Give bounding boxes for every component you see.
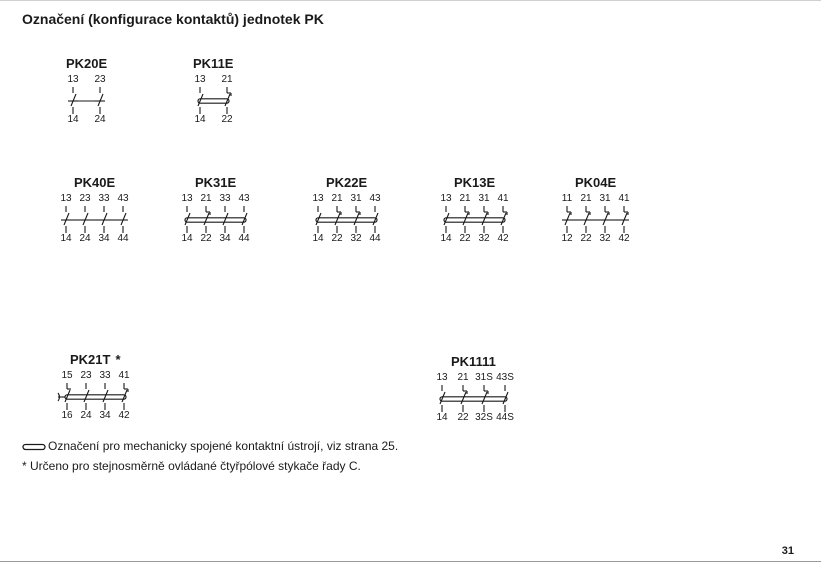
bottom-rule <box>0 561 821 562</box>
no-contact-symbol <box>68 87 78 114</box>
terminal-top: 33 <box>98 193 110 204</box>
terminal-top: 13 <box>194 74 206 85</box>
unit-name <box>74 175 115 190</box>
nc-contact-symbol <box>562 206 572 233</box>
terminal-top: 43S <box>496 372 514 383</box>
terminal-bottom: 22 <box>200 233 212 244</box>
unit-name-text: PK13E <box>454 175 496 190</box>
terminal-bottom: 22 <box>580 233 592 244</box>
terminal-bottom: 14 <box>67 114 79 125</box>
no-contact-symbol <box>61 206 71 233</box>
terminal-bottom: 22 <box>331 233 343 244</box>
terminal-bottom: 44 <box>238 233 250 244</box>
contact-symbols <box>431 385 516 413</box>
terminal-bottom: 44S <box>496 412 514 423</box>
terminal-bottom: 24 <box>79 233 91 244</box>
terminal-bottom: 22 <box>457 412 469 423</box>
terminal-top: 41 <box>618 193 630 204</box>
terminal-top: 43 <box>369 193 381 204</box>
contact-symbols <box>189 87 238 115</box>
terminal-top: 13 <box>312 193 324 204</box>
terminal-top: 31S <box>475 372 493 383</box>
unit-name-text: PK40E <box>74 175 116 190</box>
terminal-top: 41 <box>497 193 509 204</box>
terminal-bottom: 22 <box>459 233 471 244</box>
terminal-bottom: 14 <box>181 233 193 244</box>
unit-name-text: PK1111 <box>451 354 496 369</box>
contact-symbols <box>56 383 135 411</box>
contact-symbols <box>556 206 635 234</box>
terminal-bottom: 24 <box>80 410 92 421</box>
terminal-top: 31 <box>599 193 611 204</box>
terminal-top: 13 <box>436 372 448 383</box>
terminal-top: 31 <box>478 193 490 204</box>
terminal-bottom: 42 <box>618 233 630 244</box>
note-mechanical-link <box>22 439 398 453</box>
nc-contact-symbol <box>600 206 610 233</box>
contact-symbols <box>55 206 134 234</box>
mechanical-link-bar <box>440 397 507 401</box>
terminal-top: 13 <box>60 193 72 204</box>
terminal-bottom: 14 <box>440 233 452 244</box>
terminal-top: 21 <box>221 74 233 85</box>
unit-name <box>575 175 616 190</box>
terminal-bottom: 44 <box>117 233 129 244</box>
terminal-top: 21 <box>457 372 469 383</box>
mechanical-link-bar <box>444 218 505 222</box>
terminal-top: 33 <box>99 370 111 381</box>
mechanical-link-bar <box>316 218 377 222</box>
unit-name <box>195 175 236 190</box>
contact-symbols <box>176 206 255 234</box>
unit-name <box>454 175 495 190</box>
page-title: Označení (konfigurace kontaktů) jednotek PK <box>22 11 324 27</box>
terminal-top: 13 <box>67 74 79 85</box>
terminal-bottom: 32S <box>475 412 493 423</box>
terminal-bottom: 34 <box>98 233 110 244</box>
nc-contact-symbol <box>581 206 591 233</box>
top-rule <box>0 0 821 1</box>
terminal-bottom: 22 <box>221 114 233 125</box>
note-mechanical-link-text: Označení pro mechanicky spojené kontaktní ústrojí, viz strana 25. <box>48 439 399 453</box>
terminal-bottom: 32 <box>478 233 490 244</box>
nc-contact-symbol <box>619 206 629 233</box>
page-number: 31 <box>781 545 794 557</box>
unit-name-text: PK21T <box>70 352 111 367</box>
contact-symbols <box>307 206 386 234</box>
terminal-top: 21 <box>200 193 212 204</box>
no-contact-symbol <box>95 87 105 114</box>
terminal-bottom: 14 <box>436 412 448 423</box>
terminal-top: 33 <box>219 193 231 204</box>
terminal-top: 11 <box>561 193 573 204</box>
terminal-top: 15 <box>61 370 73 381</box>
terminal-bottom: 24 <box>94 114 106 125</box>
terminal-bottom: 34 <box>219 233 231 244</box>
unit-name <box>193 56 233 71</box>
terminal-bottom: 32 <box>599 233 611 244</box>
mechanical-link-bar <box>65 395 126 399</box>
terminal-top: 21 <box>331 193 343 204</box>
unit-name <box>326 175 367 190</box>
terminal-bottom: 14 <box>312 233 324 244</box>
terminal-top: 43 <box>238 193 250 204</box>
terminal-bottom: 42 <box>118 410 130 421</box>
terminal-top: 41 <box>118 370 130 381</box>
terminal-bottom: 16 <box>61 410 73 421</box>
mechanical-link-bar <box>185 218 246 222</box>
unit-name-text: PK22E <box>326 175 368 190</box>
terminal-top: 23 <box>79 193 91 204</box>
terminal-top: 21 <box>459 193 471 204</box>
unit-mark: * <box>115 352 121 367</box>
no-contact-symbol <box>80 206 90 233</box>
terminal-top: 31 <box>350 193 362 204</box>
no-contact-symbol <box>118 206 128 233</box>
mechanical-link-icon <box>22 442 46 452</box>
unit-name <box>451 354 496 369</box>
terminal-top: 13 <box>440 193 452 204</box>
mechanical-link-bar <box>198 99 229 103</box>
unit-name-text: PK20E <box>66 56 108 71</box>
terminal-top: 23 <box>80 370 92 381</box>
terminal-top: 13 <box>181 193 193 204</box>
unit-name <box>70 352 121 367</box>
terminal-bottom: 34 <box>99 410 111 421</box>
unit-name-text: PK31E <box>195 175 237 190</box>
terminal-top: 21 <box>580 193 592 204</box>
unit-name-text: PK11E <box>193 56 234 71</box>
terminal-bottom: 44 <box>369 233 381 244</box>
terminal-top: 43 <box>117 193 129 204</box>
note-dc-only: * Určeno pro stejnosměrně ovládané čtyřpólové stykače řady C. <box>22 459 361 473</box>
contact-symbols <box>62 87 111 115</box>
no-contact-symbol <box>99 206 109 233</box>
terminal-bottom: 42 <box>497 233 509 244</box>
terminal-bottom: 12 <box>561 233 573 244</box>
unit-name-text: PK04E <box>575 175 617 190</box>
terminal-bottom: 32 <box>350 233 362 244</box>
terminal-bottom: 14 <box>194 114 206 125</box>
terminal-bottom: 14 <box>60 233 72 244</box>
contact-symbols <box>435 206 514 234</box>
unit-name <box>66 56 107 71</box>
terminal-top: 23 <box>94 74 106 85</box>
